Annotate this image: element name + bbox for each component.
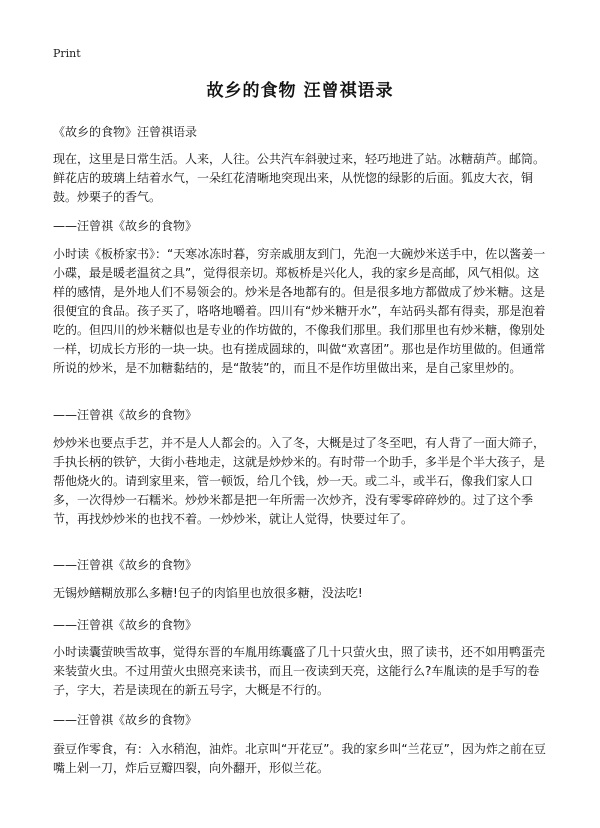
paragraph-1: 现在，这里是日常生活。人来，人往。公共汽车斜驶过来，轻巧地进了站。冰糖葫芦。邮筒。鲜花店的玻璃上结着水气，一朵红花清晰地突现出来，从恍惚的绿影的后面。狐皮大衣，铜鼓。炒栗子的香气。 [53, 152, 546, 204]
attribution-5: ——汪曾祺《故乡的食物》 [53, 713, 198, 727]
print-link[interactable]: Print [53, 47, 81, 60]
attribution-3: ——汪曾祺《故乡的食物》 [53, 558, 198, 572]
page-title: 故乡的食物 汪曾祺语录 [206, 81, 394, 101]
paragraph-5: 小时读囊萤映雪故事，觉得东晋的车胤用练囊盛了几十只萤火虫，照了读书，还不如用鸭蛋壳来装萤火虫。不过用萤火虫照亮来读书，而且一夜读到天亮，这能行么?车胤读的是手写的卷子，字大，若是读现在的新五号字，大概是不行的。 [53, 645, 546, 697]
paragraph-4: 无锡炒鳝糊放那么多糖!包子的肉馅里也放很多糖，没法吃! [53, 586, 363, 600]
paragraph-3: 炒炒米也要点手艺，并不是人人都会的。入了冬，大概是过了冬至吧，有人背了一面大筛子，手执长柄的铁铲，大街小巷地走，这就是炒炒米的。有时带一个助手，多半是个半大孩子，是帮他烧火的。请到家里来，管一顿饭，给几个钱，炒一天。或二斗，或半石，像我们家人口多，一次得炒一石糯米。炒炒米都是把一年所需一次炒齐，没有零零碎碎炒的。过了这个季节，再找炒炒米的也找不着。一炒炒米，就让人觉得，快要过年了。 [53, 436, 546, 526]
attribution-2: ——汪曾祺《故乡的食物》 [53, 408, 198, 422]
attribution-4: ——汪曾祺《故乡的食物》 [53, 618, 198, 632]
attribution-1: ——汪曾祺《故乡的食物》 [53, 219, 198, 233]
subtitle: 《故乡的食物》汪曾祺语录 [53, 125, 198, 139]
paragraph-2: 小时读《板桥家书》：“天寒冰冻时暮，穷亲戚朋友到门，先泡一大碗炒米送手中，佐以酱姜一小碟，最是暖老温贫之具”，觉得很亲切。郑板桥是兴化人，我的家乡是高邮，风气相似。这样的感情，是外地人们不易领会的。炒米是各地都有的。但是很多地方都做成了炒米糖。这是很便宜的食品。孩子买了，咯咯地嚼着。四川有“炒米糖开水”，车站码头都有得卖，那是泡着吃的。但四川的炒米糖似也是专业的作坊做的，不像我们那里。我们那里也有炒米糖，像别处一样，切成长方形的一块一块。也有搓成圆球的，叫做“欢喜团”。那也是作坊里做的。但通常所说的炒米，是不加糖黏结的，是“散装”的，而且不是作坊里做出来，是自己家里炒的。 [53, 247, 546, 375]
paragraph-6: 蚕豆作零食，有：入水稍泡，油炸。北京叫“开花豆”。我的家乡叫“兰花豆”，因为炸之前在豆嘴上剁一刀，炸后豆瓣四裂，向外翻开，形似兰花。 [53, 742, 546, 775]
